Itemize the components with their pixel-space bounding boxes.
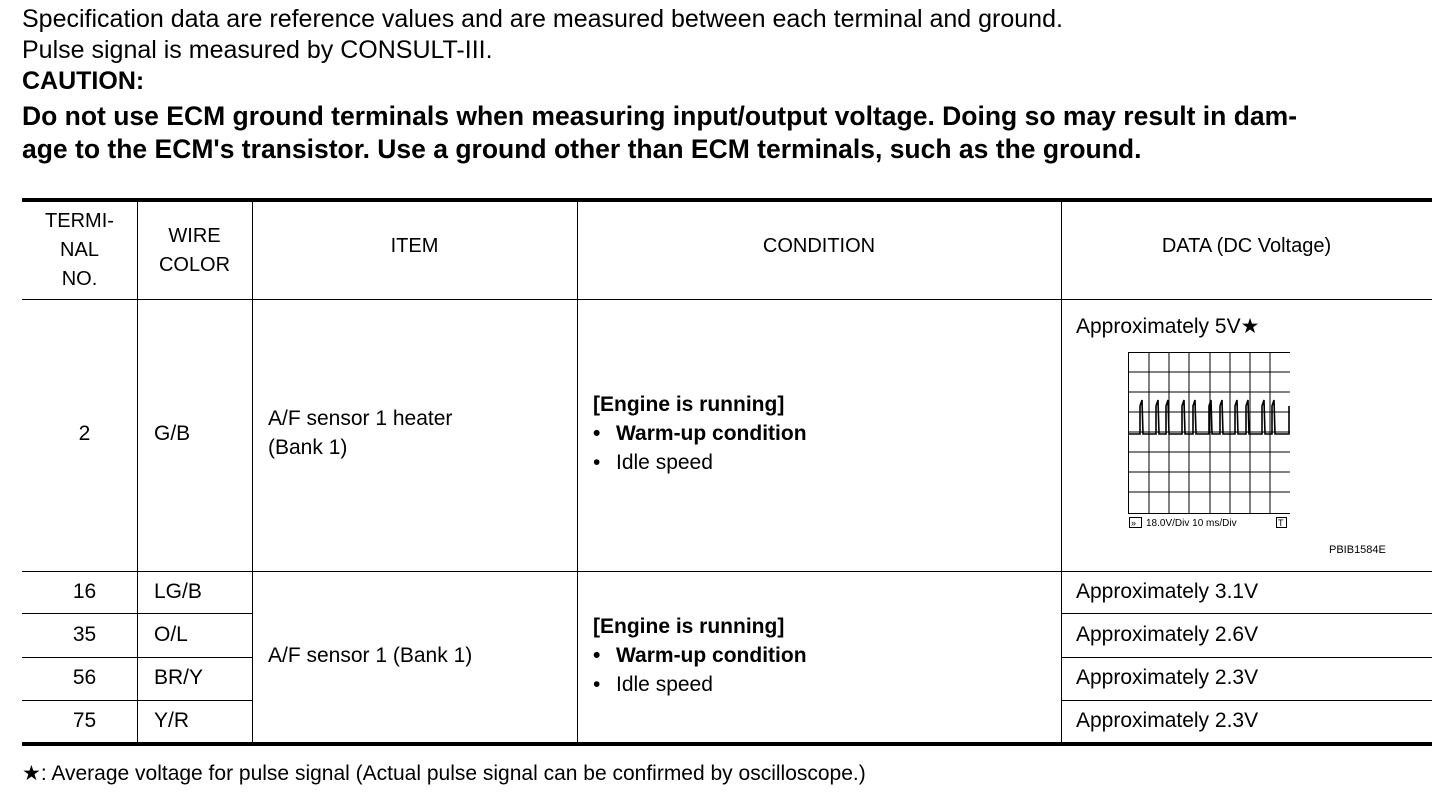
condition-heading: [Engine is running] [593, 393, 785, 416]
header-condition: CONDITION [762, 235, 876, 257]
intro-text [22, 4, 1063, 97]
row-divider [1061, 700, 1432, 701]
wire-color-cell: Y/R [154, 709, 190, 732]
data-cell: Approximately 5V★ [1076, 315, 1260, 338]
caution-title: CAUTION: [22, 67, 145, 95]
condition-bullet [593, 670, 807, 699]
condition-bullet [593, 448, 807, 477]
pulse-note: Pulse signal is measured by CONSULT-III. [22, 36, 493, 64]
bullet-icon: • [593, 673, 601, 696]
row-divider [22, 571, 1432, 572]
terminal-no-cell: 35 [72, 623, 97, 646]
data-cell: Approximately 2.3V [1076, 709, 1259, 732]
terminal-no-cell: 16 [72, 580, 97, 603]
item-text: A/F sensor 1 heater [268, 407, 453, 430]
header-text: NO. [61, 268, 98, 290]
oscilloscope-grid [1106, 352, 1290, 530]
condition-cell [593, 390, 807, 477]
condition-bullet [593, 419, 807, 448]
oscilloscope-figure [1106, 352, 1290, 530]
header-text: TERMI- [45, 210, 114, 232]
caution-text [22, 100, 1432, 166]
figure-code: PBIB1584E [1329, 544, 1386, 556]
header-text: COLOR [158, 253, 231, 276]
terminal-no-cell: 75 [72, 709, 97, 732]
header-text: NAL [60, 239, 99, 261]
condition-heading: [Engine is running] [593, 615, 785, 638]
footnote: ★: Average voltage for pulse signal (Actual pulse signal can be confirmed by oscilloscope.) [22, 762, 866, 785]
wire-color-cell: O/L [154, 623, 188, 646]
header-data: DATA (DC Voltage) [1161, 235, 1332, 257]
condition-text: Idle speed [616, 451, 713, 474]
terminal-no-cell: 56 [72, 666, 97, 689]
bullet-icon: • [593, 644, 601, 667]
header-item: ITEM [390, 235, 439, 257]
condition-text: Idle speed [616, 673, 713, 696]
pulse-waveform [1129, 400, 1289, 434]
wire-color-cell: BR/Y [154, 666, 204, 689]
item-cell: A/F sensor 1 (Bank 1) [268, 644, 473, 667]
fast-forward-icon: » [1131, 518, 1137, 528]
condition-bullet [593, 641, 807, 670]
spec-note: Specification data are reference values and are measured between each terminal and ground. [22, 5, 1063, 33]
wire-color-cell: LG/B [154, 580, 202, 603]
item-text: (Bank 1) [268, 436, 348, 459]
bullet-icon: • [593, 451, 601, 474]
caution-line-1: Do not use ECM ground terminals when measuring input/output voltage. Doing so may result in dam- [22, 101, 1298, 131]
condition-text: Warm-up condition [616, 644, 807, 667]
terminal-no-cell: 2 [78, 422, 91, 445]
row-divider [1061, 613, 1432, 614]
scope-scale-caption: 18.0V/Div 10 ms/Div [1146, 518, 1237, 529]
header-divider [22, 299, 1432, 300]
data-cell: Approximately 2.3V [1076, 666, 1259, 689]
trigger-icon: T [1278, 518, 1284, 528]
condition-cell [593, 612, 807, 699]
bullet-icon: • [593, 422, 601, 445]
table-bottom-border [22, 742, 1432, 746]
condition-text: Warm-up condition [616, 422, 807, 445]
header-text: WIRE [168, 224, 221, 247]
caution-line-2: age to the ECM's transistor. Use a ground other than ECM terminals, such as the ground. [22, 134, 1142, 164]
item-cell [268, 404, 452, 462]
row-divider [1061, 657, 1432, 658]
data-cell: Approximately 3.1V [1076, 580, 1259, 603]
wire-color-cell: G/B [154, 422, 191, 445]
data-cell: Approximately 2.6V [1076, 623, 1259, 646]
header-terminal-no [22, 202, 137, 299]
header-wire-color [137, 202, 252, 299]
